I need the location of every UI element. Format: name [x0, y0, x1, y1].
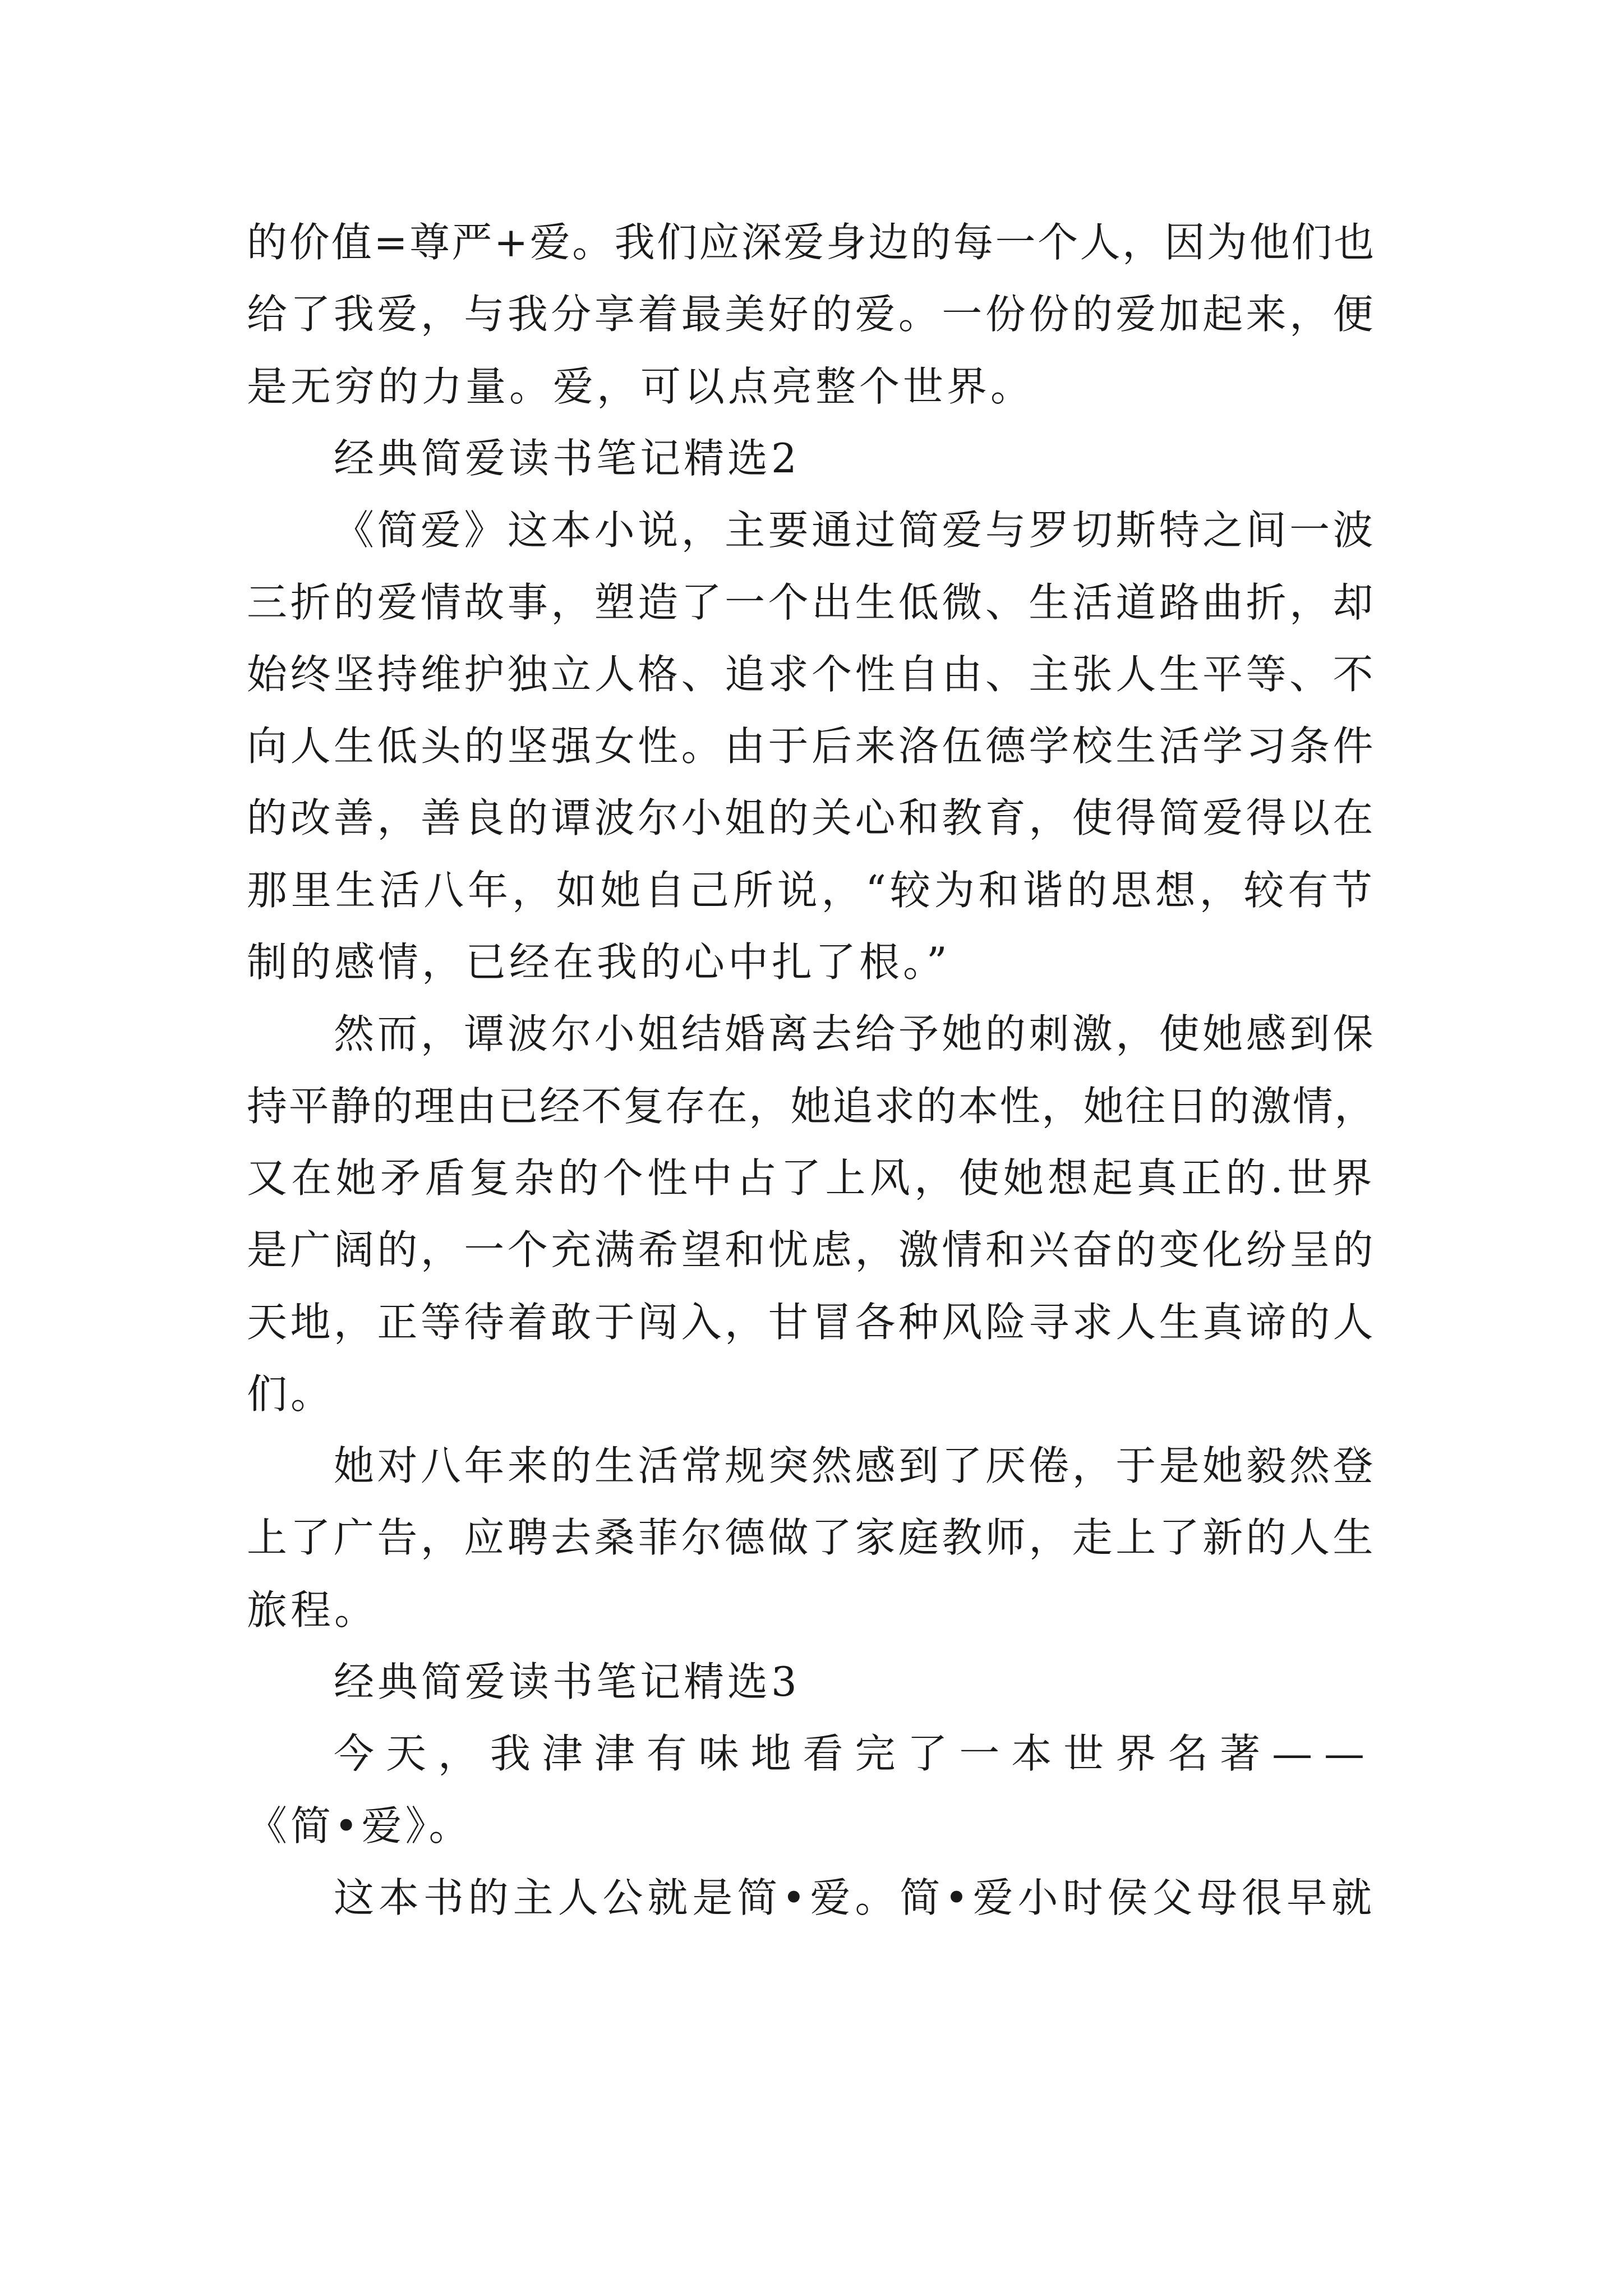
text-line: 经典简爱读书笔记精选2: [334, 434, 800, 482]
text-line: 制的感情，已经在我的心中扎了根。”: [247, 938, 951, 986]
text-line: 的价值=尊严+爱。我们应深爱身边的每一个人，因为他们也: [247, 219, 1376, 266]
text-line: 旅程。: [247, 1586, 379, 1634]
text-line: 上了广告，应聘去桑菲尔德做了家庭教师，走上了新的人生: [247, 1514, 1377, 1562]
text-line: 她对八年来的生活常规突然感到了厌倦，于是她毅然登: [334, 1442, 1377, 1490]
text-line: 向人生低头的坚强女性。由于后来洛伍德学校生活学习条件: [247, 723, 1377, 770]
text-line: 是无穷的力量。爱，可以点亮整个世界。: [247, 362, 1035, 410]
text-line: 持平静的理由已经不复存在，她追求的本性，她往日的激情，: [247, 1082, 1377, 1130]
text-line: 又在她矛盾复杂的个性中占了上风，使她想起真正的.世界: [247, 1154, 1376, 1202]
text-line: 天地，正等待着敢于闯入，甘冒各种风险寻求人生真谛的人: [247, 1298, 1377, 1346]
text-line: 三折的爱情故事，塑造了一个出生低微、生活道路曲折，却: [247, 578, 1377, 626]
text-line: 然而，谭波尔小姐结婚离去给予她的刺激，使她感到保: [334, 1010, 1377, 1058]
text-line: 的改善，善良的谭波尔小姐的关心和教育，使得简爱得以在: [247, 794, 1377, 842]
text-line: 给了我爱，与我分享着最美好的爱。一份份的爱加起来，便: [247, 291, 1377, 338]
text-line: 今天，我津津有味地看完了一本世界名著——: [334, 1730, 1377, 1778]
text-line: 是广阔的，一个充满希望和忧虑，激情和兴奋的变化纷呈的: [247, 1226, 1377, 1274]
text-line: 们。: [247, 1370, 335, 1418]
text-line: 那里生活八年，如她自己所说，“较为和谐的思想，较有节: [247, 866, 1376, 914]
text-line: 《简•爱》。: [247, 1802, 473, 1849]
text-line: 《简爱》这本小说，主要通过简爱与罗切斯特之间一波: [334, 507, 1377, 554]
text-line: 这本书的主人公就是简•爱。简•爱小时侯父母很早就: [334, 1874, 1376, 1921]
text-line: 始终坚持维护独立人格、追求个性自由、主张人生平等、不: [247, 650, 1377, 698]
text-line: 经典简爱读书笔记精选3: [334, 1658, 800, 1705]
